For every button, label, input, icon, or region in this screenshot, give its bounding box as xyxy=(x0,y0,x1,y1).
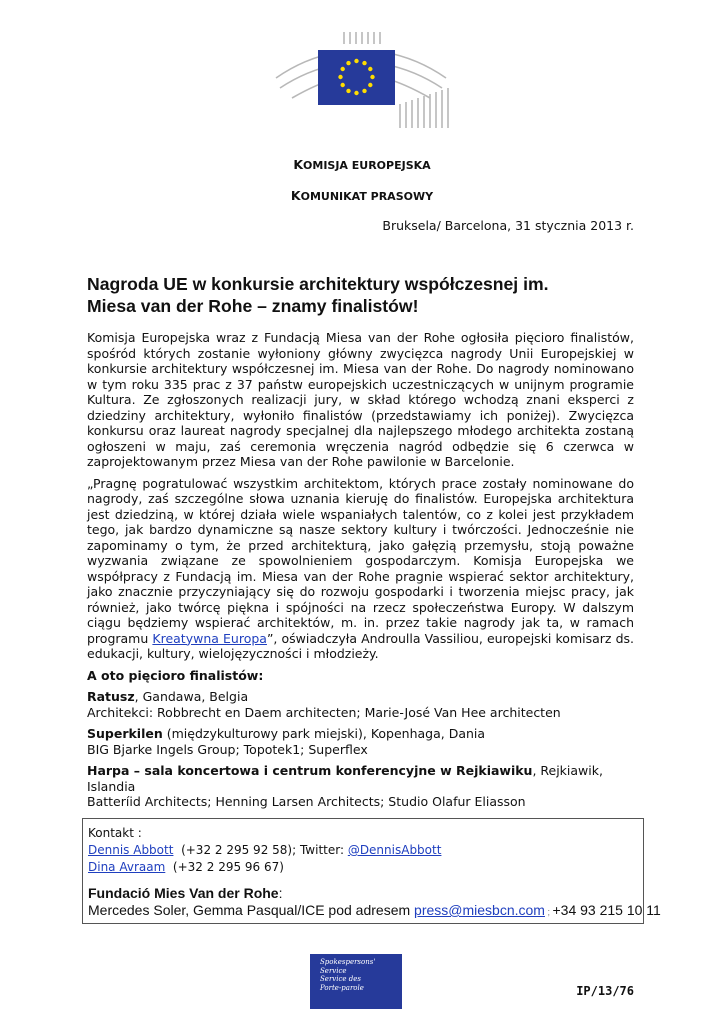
finalist-entry xyxy=(87,689,634,720)
finalist-architects: BIG Bjarke Ingels Group; Topotek1; Superflex xyxy=(87,741,368,757)
press-release-body xyxy=(87,330,634,810)
document-type: KOMUNIKAT PRASOWY xyxy=(290,188,434,203)
contact-line-1: Dennis Abbott (+32 2 295 92 58); Twitter: @DennisAbbott xyxy=(88,843,442,857)
finalist-entry xyxy=(87,763,634,810)
contact-line-2: Dina Avraam (+32 2 295 96 67) xyxy=(88,860,284,874)
press-release-title xyxy=(87,273,647,317)
quote-paragraph: „Pragnę pogratulować wszystkim architektom, których prace zostały nominowane do nagrody, zaś szczególne słowa uznania kieruję do finalistów. Europejska architektura jest dziedziną, w której działa wiele wspaniałych talentów, co z kolei jest przykładem tego, jak bardzo dynamiczne są nasze sektory kultury i twórczości. Jednocześnie nie zapominamy o tym, że przed architekturą, jako gałęzią przemysłu, stoją poważne wyzwania związane ze spowolnieniem gospodarczym. Komisja Europejska we współpracy z Fundacją im. Miesa van der Rohe pragnie wspierać sektor architektury, jako znacznie przyczyniający się do rozwoju gospodarki i tworzenia miejsc pracy, jak również, jako twórcę piękna i spójności na rzecz społeczeństwa Europy. W dalszym ciągu będziemy wspierać architektów, m. in. przez takie nagrody jak ta, w ramach programu Kreatywna Europa”, oświadczyła Androulla Vassiliou, europejski komisarz ds. edukacji, kultury, wielojęzyczności i młodzieży. xyxy=(87,475,634,661)
finalists-heading: A oto pięcioro finalistów: xyxy=(87,667,264,683)
finalist-title: Harpa – sala koncertowa i centrum konferencyjne w Rejkiawiku, Rejkiawik, Islandia xyxy=(87,763,603,794)
finalist-architects: Architekci: Robbrecht en Daem architecten; Marie-José Van Hee architecten xyxy=(87,704,561,720)
organization-name: KOMISJA EUROPEJSKA xyxy=(293,157,431,172)
twitter-link[interactable]: @DennisAbbott xyxy=(347,843,442,857)
spokespersons-service-logo: Spokespersons' Service Service des Porte-parole xyxy=(310,954,402,1009)
contact-label: Kontakt : xyxy=(88,826,142,840)
finalist-entry xyxy=(87,726,634,757)
finalist-architects: Batteríid Architects; Henning Larsen Architects; Studio Olafur Eliasson xyxy=(87,794,526,809)
title-line-1: Nagroda UE w konkursie architektury współczesnej im. xyxy=(87,274,549,294)
finalist-title: Ratusz, Gandawa, Belgia xyxy=(87,689,249,704)
ec-logo xyxy=(266,30,456,130)
foundation-name: Fundació Mies Van der Rohe: xyxy=(88,885,283,901)
kreatywna-europa-link[interactable]: Kreatywna Europa xyxy=(152,630,267,646)
dina-avraam-link[interactable]: Dina Avraam xyxy=(88,860,166,874)
dennis-abbott-link[interactable]: Dennis Abbott xyxy=(88,843,174,857)
dateline: Bruksela/ Barcelona, 31 stycznia 2013 r. xyxy=(382,218,634,233)
title-line-2: Miesa van der Rohe – znamy finalistów! xyxy=(87,296,419,316)
finalist-title: Superkilen (międzykulturowy park miejski), Kopenhaga, Dania xyxy=(87,726,486,741)
foundation-contact-line: Mercedes Soler, Gemma Pasqual/ICE pod adresem press@miesbcn.com ; +34 93 215 10 11 xyxy=(88,902,661,918)
reference-number: IP/13/76 xyxy=(576,984,634,998)
contact-box xyxy=(82,818,661,924)
intro-paragraph: Komisja Europejska wraz z Fundacją Miesa van der Rohe ogłosiła pięcioro finalistów, spośród których zostanie wyłoniony główny zwycięzca nagrody Unii Europejskiej w konkursie architektury współczesnej im. Miesa van der Rohe. Do nagrody nominowano w tym roku 335 prac z 37 państw europejskich uczestniczących w unijnym programie Kultura. Ze zgłoszonych realizacji jury, w skład którego wchodzą znani eksperci z dziedziny architektury, wyłoniło finalistów (przedstawiamy ich poniżej). Zwycięzca konkursu oraz laureat nagrody specjalnej dla najlepszego młodego architekta zostaną ogłoszeni w maju, zaś ceremonia wręczenia nagród odbędzie się 6 czerwca w zaprojektowanym przez Miesa van der Rohe pawilonie w Barcelonie. xyxy=(87,330,634,469)
email-link[interactable]: press@miesbcn.com xyxy=(414,902,545,918)
